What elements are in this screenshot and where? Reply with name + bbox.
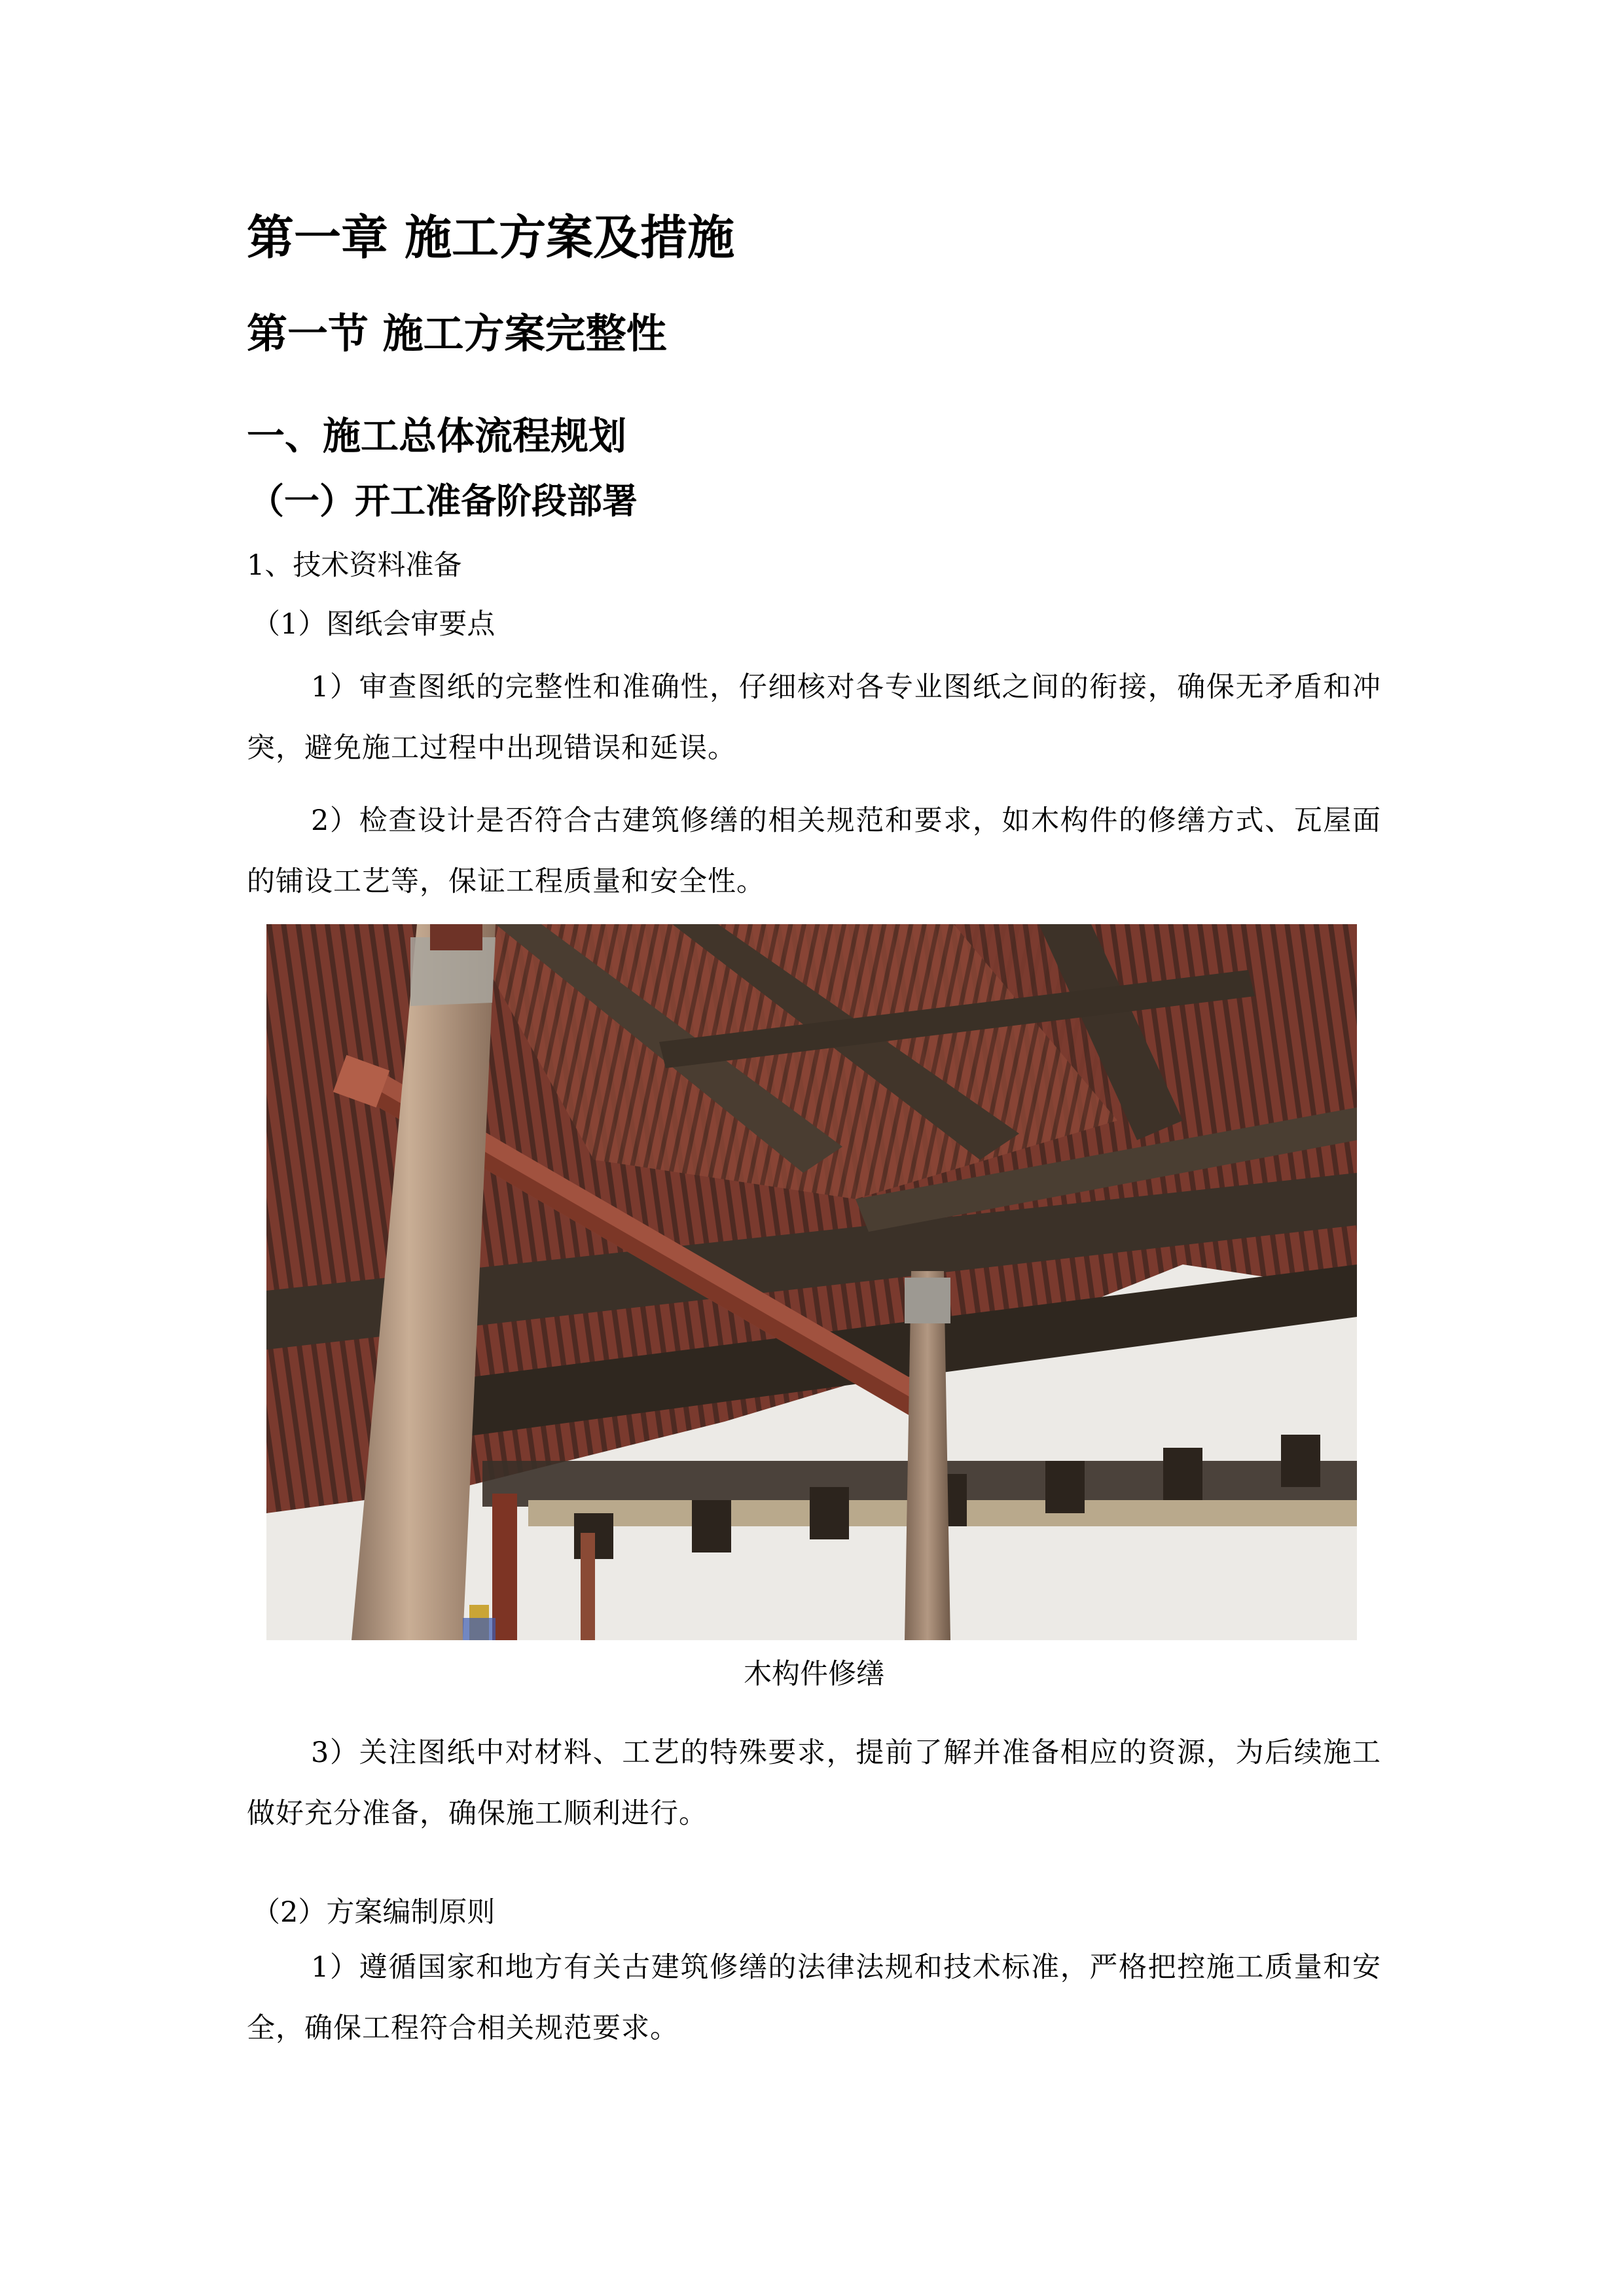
sub-title: （一）开工准备阶段部署 [249, 480, 638, 522]
part-title: 一、施工总体流程规划 [247, 414, 627, 458]
paragraph: 1）审查图纸的完整性和准确性，仔细核对各专业图纸之间的衔接，确保无矛盾和冲突，避免施工过程中出现错误和延误。 [247, 671, 1381, 764]
paragraph: 3）关注图纸中对材料、工艺的特殊要求，提前了解并准备相应的资源，为后续施工做好充分准备，确保施工顺利进行。 [247, 1736, 1381, 1830]
item-title: 1、技术资料准备 [247, 549, 462, 582]
point1-title: （1）图纸会审要点 [252, 608, 496, 641]
paragraph: 2）检查设计是否符合古建筑修缮的相关规范和要求，如木构件的修缮方式、瓦屋面的铺设工艺等，保证工程质量和安全性。 [247, 804, 1381, 898]
chapter-title: 第一章 施工方案及措施 [247, 210, 735, 265]
figure-caption: 木构件修缮 [744, 1658, 884, 1691]
paragraph: 1）遵循国家和地方有关古建筑修缮的法律法规和技术标准，严格把控施工质量和安全，确保工程符合相关规范要求。 [247, 1951, 1381, 2045]
point2-title: （2）方案编制原则 [252, 1896, 496, 1929]
section-title: 第一节 施工方案完整性 [247, 310, 667, 357]
timber-repair-photo [266, 924, 1357, 1640]
